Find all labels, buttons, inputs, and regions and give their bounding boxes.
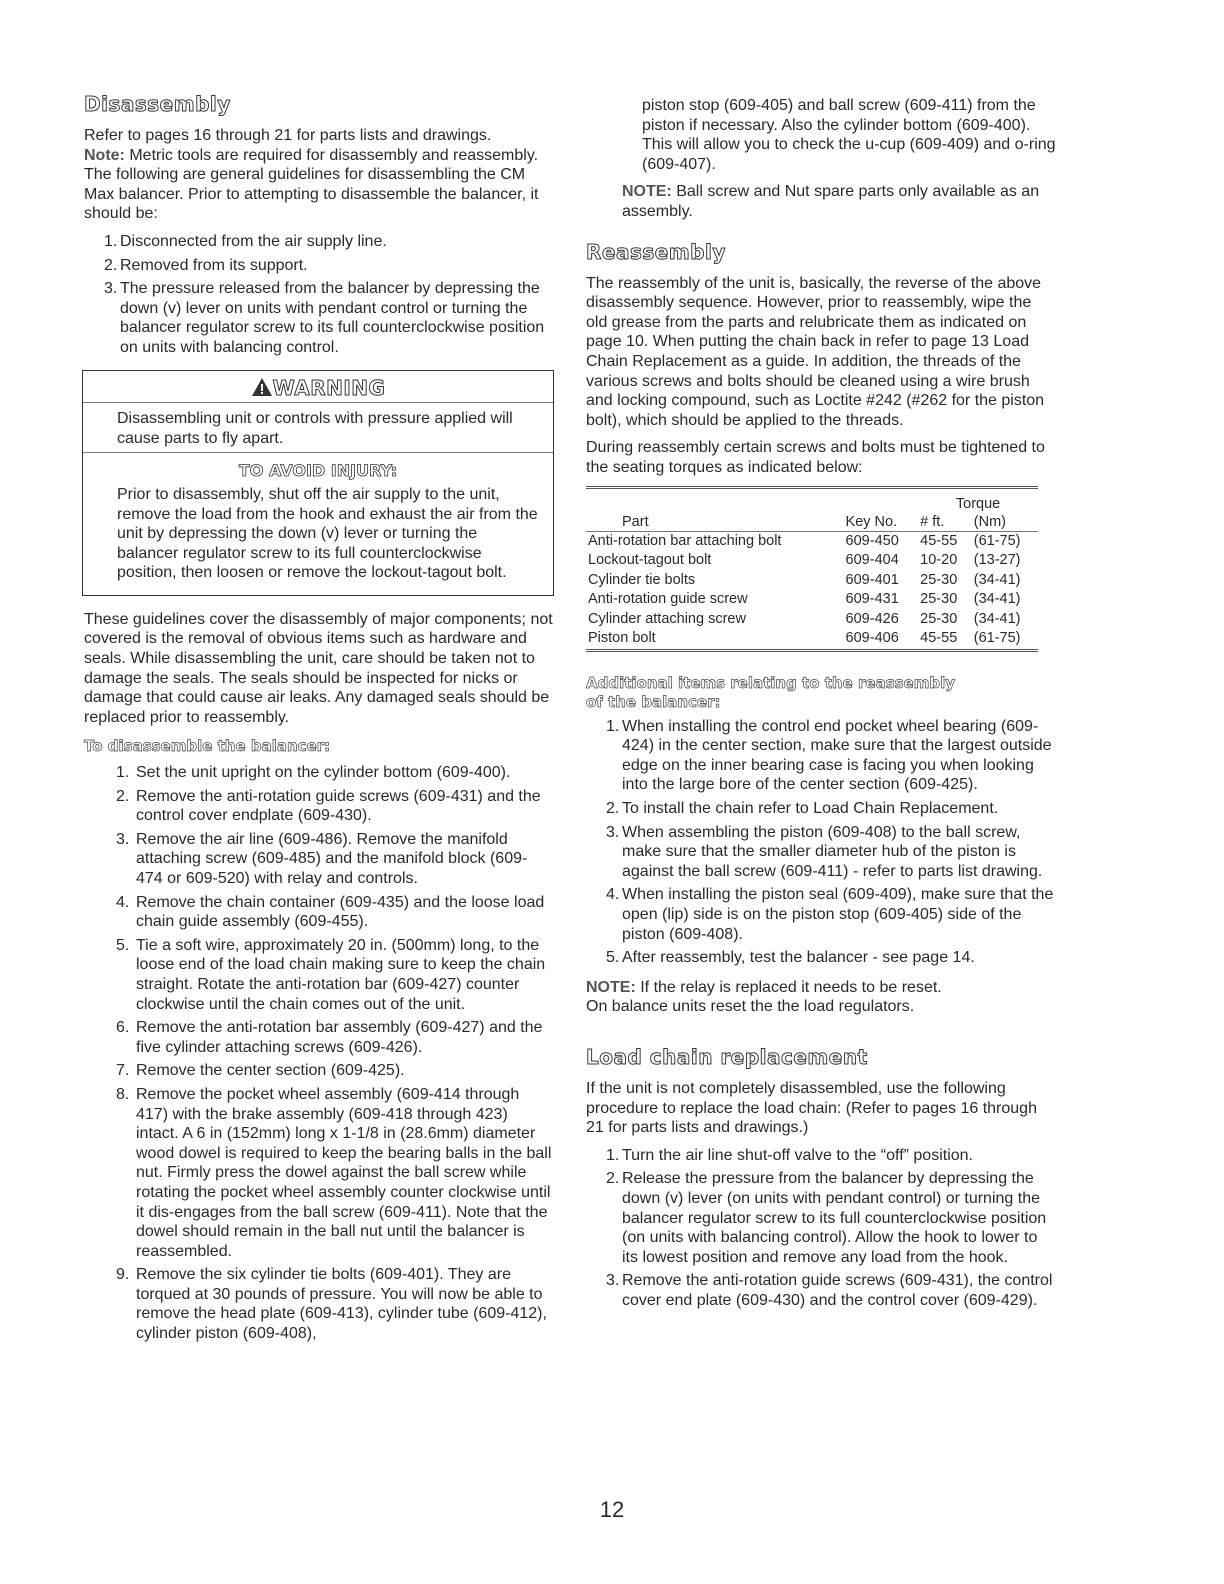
item-text: When installing the piston seal (609-409), make sure that the open (lip) side is on the piston stop (609-405) side of the piston (609-408). [622,886,1054,943]
item-number: 2. [606,1170,620,1188]
reassembly-paragraph-1: The reassembly of the unit is, basically, the reverse of the above disassembly sequence. However, prior to reassembly, wipe the old grease from the parts and relubricate them as indicated on page 10. When putting the chain back in refer to page 13 Load Chain Replacement as a guide. In addition, the threads of the various screws and bolts should be cleaned using a wire brush and locking compound, such as Loctite #242 (#262 for the piston bolt), which should be applied to the threads. [586,274,1045,429]
item-number: 3. [104,280,118,298]
cell-key: 609-426 [845,610,899,627]
note-label: Note: [84,146,125,164]
list-item [84,830,554,889]
cell-nm: (13-27) [973,552,1021,568]
item-text: Disconnected from the air supply line. [120,232,387,250]
cell-ft: 25-30 [920,610,958,627]
item-text: After reassembly, test the balancer - see page 14. [622,949,975,967]
avoid-injury-body: Prior to disassembly, shut off the air supply to the unit, remove the load from the hook and exhaust the air from the unit by depressing the down (v) lever or turning the balancer regulator screw to its full counterclockwise position, then loosen or remove the lockout-tagout bolt. [117,485,538,582]
spare-parts-note [586,182,1056,221]
item-text: The pressure released from the balancer by depressing the down (v) lever on units with pendant control or turning the balancer regulator screw to its full counterclockwise position on units with balancing control. [120,280,545,356]
cell-key: 609-431 [845,591,899,607]
col-nm: (Nm) [972,513,1038,532]
list-item [84,787,554,826]
table-row [586,629,1038,650]
reassembly-paragraph-2: During reassembly certain screws and bolts must be tightened to the seating torques as indicated below: [586,439,1045,476]
item-text: Release the pressure from the balancer by depressing the down (v) lever (on units with pendant control) or turning the balancer regulator screw to its full counterclockwise position (on units with balancing control). Allow the hook to lower to its lowest position and remove any load from the hook. [622,1170,1047,1266]
cell-nm: (34-41) [973,610,1021,627]
col-key: Key No. [844,513,919,532]
list-item [84,1085,554,1261]
item-text: Tie a soft wire, approximately 20 in. (500mm) long, to the loose end of the load chain making sure to keep the chain straight. Rotate the anti-rotation bar (609-427) counter clockwise until the chain comes out of the unit. [136,936,546,1013]
item-text: Remove the anti-rotation guide screws (609-431) and the control cover endplate (609-430). [136,787,541,825]
cell-nm: (61-75) [972,629,1038,650]
additional-heading-line-2: of the balancer: [586,693,721,712]
item-text: When assembling the piston (609-408) to the ball screw, make sure that the smaller diameter hub of the piston is against the ball screw (609-411) - refer to parts list drawing. [622,823,1043,880]
item-number: 3. [606,823,620,841]
warning-triangle-icon [251,377,273,397]
list-item [586,1271,1056,1310]
list-item [84,232,554,252]
item-number: 7. [116,1062,130,1080]
note-label: NOTE: [622,183,672,201]
item-text: Set the unit upright on the cylinder bottom (609-400). [136,764,511,782]
continuation-text: piston stop (609-405) and ball screw (609-411) from the piston if necessary. Also the cylinder bottom (609-400). This will allow you to check the u-cup (609-409) and o-ring (609-407). [642,97,1056,173]
list-item [84,256,554,276]
additional-heading [586,674,1056,713]
warning-title-bar [83,371,553,404]
table-row [586,531,1038,551]
cell-part: Cylinder tie bolts [588,571,696,588]
list-item [586,823,1056,882]
item-text: Removed from its support. [120,256,308,274]
cell-ft: 25-30 [920,571,958,588]
list-item [84,1265,554,1343]
item-text: When installing the control end pocket wheel bearing (609-424) in the center section, make sure that the largest outside edge on the inner bearing case is facing you when looking into the large bore of the center section (609-425). [622,717,1052,794]
item-number: 2. [104,256,118,274]
cell-key: 609-404 [845,552,899,568]
item-text: Remove the pocket wheel assembly (609-414 through 417) with the brake assembly (609-418 through 423) intact. A 6 in (152mm) long x 1-1/8 in (28.6mm) diameter wood dowel is required to keep the bearing balls in the ball nut. Firmly press the dowel against the ball screw while rotating the pocket wheel assembly counter clockwise until it dis-engages from the ball screw (609-411). Note that the dowel should remain in the ball nut until the balancer is reassembled. [136,1085,552,1260]
list-item [84,279,554,357]
prereq-list [84,232,554,358]
list-item [84,763,554,783]
cell-part: Piston bolt [586,629,844,650]
note-text: Ball screw and Nut spare parts only available as an assembly. [622,183,1040,220]
torque-label: Torque [955,495,1001,512]
item-text: Remove the center section (609-425). [136,1062,405,1080]
cell-ft: 10-20 [920,552,958,568]
load-chain-heading: Load chain replacement [586,1045,868,1069]
cell-ft: 45-55 [920,532,958,549]
additional-list [586,717,1056,968]
item-text: Remove the air line (609-486). Remove the manifold attaching screw (609-485) and the manifold block (609-474 or 609-520) with relay and controls. [136,830,528,887]
cell-key: 609-401 [845,571,899,588]
item-number: 1. [606,1146,620,1164]
item-number: 3. [606,1272,620,1290]
col-ft: # ft. [918,513,972,532]
item-text: Remove the anti-rotation guide screws (609-431), the control cover end plate (609-430) and the control cover (609-429). [622,1272,1053,1309]
item-number: 5. [116,936,130,954]
item-number: 4. [116,893,130,911]
col-part: Part [586,513,844,532]
item-number: 2. [606,800,620,818]
item-text: Remove the chain container (609-435) and the loose load chain guide assembly (609-455). [136,893,545,931]
relay-note [586,978,1056,1017]
reassembly-heading: Reassembly [586,239,726,264]
steps-heading: To disassemble the balancer: [84,737,331,756]
left-column [84,92,554,1352]
page-number: 12 [599,1497,625,1522]
load-chain-intro: If the unit is not completely disassembled, use the following procedure to replace the load chain: (Refer to pages 16 through 21 for parts lists and drawings.) [586,1080,1037,1137]
item-number: 1. [606,717,620,735]
load-chain-steps [586,1146,1056,1311]
item-number: 1. [104,232,118,250]
note-label: NOTE: [586,978,636,996]
warning-title: WARNING [272,375,386,400]
list-item [586,799,1056,819]
list-item [586,1169,1056,1267]
disassembly-intro [84,126,554,146]
item-text: Remove the anti-rotation bar assembly (609-427) and the five cylinder attaching screws (609-426). [136,1019,543,1056]
table-row [586,571,1038,591]
cell-part: Cylinder attaching screw [588,610,746,627]
warning-body: Disassembling unit or controls with pressure applied will cause parts to fly apart. [83,403,553,453]
list-item [84,936,554,1014]
item-number: 4. [606,886,620,904]
list-item [586,948,1056,968]
cell-nm: (34-41) [973,571,1021,588]
table-row [586,610,1038,630]
intro-text: Refer to pages 16 through 21 for parts lists and drawings. [84,127,492,144]
item-number: 3. [116,830,130,848]
list-item [84,893,554,932]
warning-box [82,370,554,596]
torque-table [586,486,1038,652]
list-item [586,1146,1056,1166]
column-header-row [586,513,1038,532]
metric-note [84,146,554,224]
cell-ft: 25-30 [920,591,958,607]
cell-part: Anti-rotation guide screw [588,591,748,607]
item-number: 8. [116,1085,130,1103]
list-item [84,1061,554,1081]
cell-nm: (34-41) [973,591,1021,607]
item-text: Turn the air line shut-off valve to the “off” position. [622,1146,973,1164]
item-number: 6. [116,1019,130,1037]
list-item [586,885,1056,944]
disassembly-steps [84,763,554,1344]
avoid-injury-title: TO AVOID INJURY: [238,461,398,481]
item-number: 5. [606,949,620,967]
table-row [586,590,1038,610]
list-item [84,1018,554,1057]
disassembly-heading: Disassembly [84,92,231,116]
item-text: To install the chain refer to Load Chain Replacement. [622,800,999,818]
additional-heading-line-1: Additional items relating to the reassembly [586,673,956,692]
item-number: 9. [116,1266,130,1284]
note-text: Metric tools are required for disassembly and reassembly. The following are general guidelines for disassembling the CM Max balancer. Prior to attempting to disassemble the balancer, it should be: [84,146,539,223]
list-item [586,717,1056,795]
cell-part: Lockout-tagout bolt [588,552,712,568]
item-number: 2. [116,787,130,805]
cell-key: 609-406 [844,629,919,650]
guidelines-paragraph: These guidelines cover the disassembly of major components; not covered is the removal of obvious items such as hardware and seals. While disassembling the unit, care should be taken not to damage the seals. The seals should be inspected for nicks or damage that could cause air leaks. Any damaged seals should be replaced prior to reassembly. [84,610,553,726]
item-text: Remove the six cylinder tie bolts (609-401). They are torqued at 30 pounds of pressure. You will now be able to remove the head plate (609-413), cylinder tube (609-412), cylinder piston (609-408), [136,1266,547,1343]
cell-nm: (61-75) [973,532,1021,549]
cell-part: Anti-rotation bar attaching bolt [588,532,782,549]
torque-header-row [586,487,1038,513]
right-column [586,96,1056,1319]
table-row [586,551,1038,571]
cell-key: 609-450 [845,532,899,549]
relay-note-line-1: If the relay is replaced it needs to be reset. [635,978,942,996]
item-number: 1. [116,764,130,782]
relay-note-line-2: On balance units reset the the load regulators. [586,998,915,1016]
cell-ft: 45-55 [918,629,972,650]
